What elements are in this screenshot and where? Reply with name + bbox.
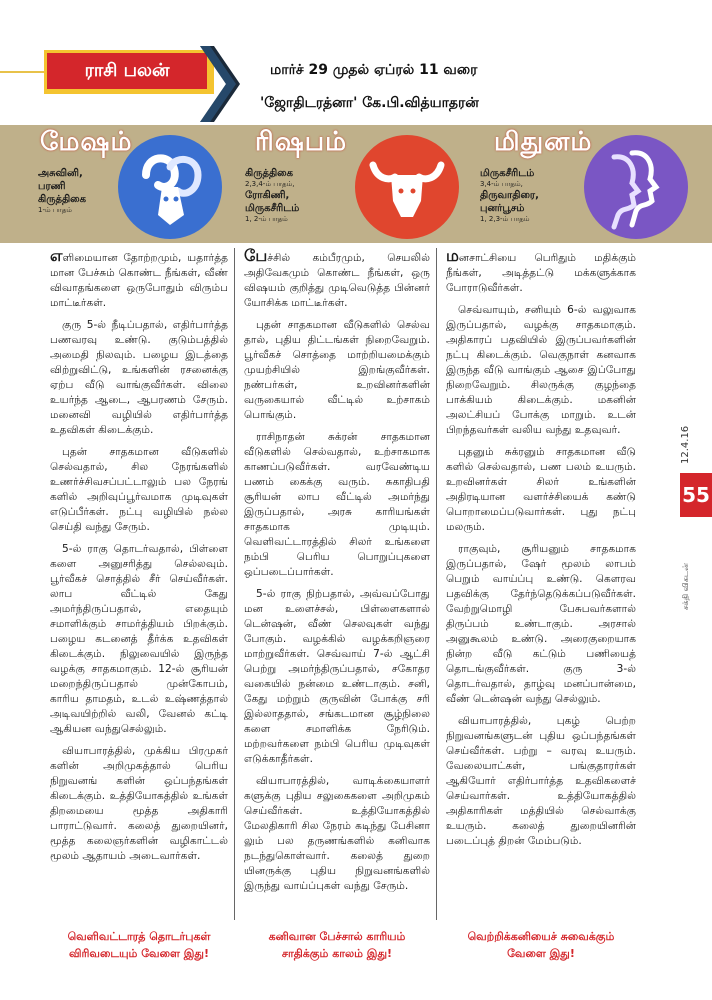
star-note: 1, 2,3-ம் பாதம்: [480, 215, 530, 223]
paragraph: எளிமையான தோற்றமும், யதார்த்த மான பேச்சும் கொண்ட நீங்கள், வீண் விவாதங்களை ஒருபோதும் விரும்ப மாட்டீர்கள்.: [50, 246, 228, 309]
page-number: 55: [680, 473, 712, 517]
paragraph: 5-ல் ராகு தொடர்வதால், பிள்ளை களை அனுசரித்து செல்லவும். பூர்வீகச் சொத்தில் சீர் செய்வீர்கள். லாப வீட்டில் கேது அமர்ந்திருப்பதால், எதையும் சமாளிக்கும் சாமர்த்தியம் பிறக்கும். பழைய கடனைத் தீர்க்க உதவிகள் கிடைக்கும். நிலுவையில் இருந்த வழக்கு சாதகமாகும். 12-ல் சூரியன் மறைந்திருப்பதால் முன்கோபம், காரிய தாமதம், உடல் உஷ்ணத்தால் அடிவயிற்றில் வலி, வேனல் கட்டி ஆகியன வந்துசெல்லும்.: [50, 543, 228, 735]
column-rishabam: [244, 248, 430, 901]
tagline-line: வெற்றிக்கனியைச் சுவைக்கும்: [467, 930, 615, 943]
column-mesham: [50, 248, 228, 871]
issue-date: 12.4.16: [680, 425, 691, 465]
tagline-line: வெளிவட்டாரத் தொடர்புகள்: [67, 930, 211, 943]
paragraph: வியாபாரத்தில், முக்கிய பிரமுகர் களின் அறிமுகத்தால் பெரிய நிறுவனங் களின் ஒப்பந்தங்கள் கிடைக்கும். உத்தியோகத்தில் உங்கள் திறமையை மூத்த அதிகாரி பாராட்டுவார். கலைத் துறையினர், மூத்த கலைஞர்களின் வழிகாட்டல் மூலம் ஆதாயம் அடைவார்கள்.: [50, 745, 228, 862]
bull-icon: [355, 135, 459, 239]
star-note: 1, 2-ம் பாதம்: [245, 215, 288, 223]
star-item: புனர்பூசம்: [480, 203, 525, 214]
header-rule: [0, 71, 44, 73]
paragraph: ராகுவும், சூரியனும் சாதகமாக இருப்பதால், ஷேர் மூலம் லாபம் பெறும் வாய்ப்பு உண்டு. கௌரவ பதவிக்கு தேர்ந்தெடுக்கப்படுவீர்கள். வேற்றுமொழி பேசுபவர்களால் திருப்பம் உண்டாகும். அரசால் அனுகூலம் உண்டு. அரைகுறையாக நின்ற வீடு கட்டும் பணியைத் தொடங்குவீர்கள். குரு 3-ல் தொடர்வதால், தாழ்வு மனப்பான்மை, வீண் டென்ஷன் வந்து செல்லும்.: [446, 543, 636, 705]
sign-title: ரிஷபம்: [255, 127, 348, 157]
paragraph: குரு 5-ல் நீடிப்பதால், எதிர்பார்த்த பணவரவு உண்டு. குடும்பத்தில் அமைதி நிலவும். பழைய இடத்தை விற்றுவிட்டு, உங்களின் ரசனைக்கு ஏற்ப வீடு வாங்குவீர்கள். விலை உயர்ந்த ஆடை, ஆபரணம் சேரும். மனைவி வழியில் எதிர்பார்த்த உதவிகள் கிடைக்கும்.: [50, 319, 228, 436]
paragraph: மனசாட்சியை பெரிதும் மதிக்கும் நீங்கள், அடித்தட்டு மக்களுக்காக போராடுவீர்கள்.: [446, 246, 636, 294]
paragraph: பேச்சில் கம்பீரமும், செயலில் அதிவேகமும் கொண்ட நீங்கள், ஒரு விஷயம் குறித்து முடிவெடுத்த பின்னர் யோசிக்க மாட்டீர்கள்.: [244, 246, 430, 309]
column-mithunam: [446, 248, 636, 856]
paragraph: புதன் சாதகமான வீடுகளில் செல்வ தால், புதிய திட்டங்கள் நிறைவேறும். பூர்வீகச் சொத்தை மாற்றியமைக்கும் முயற்சியில் இறங்குவீர்கள். நண்பர்கள், உறவினர்களின் வருகையால் வீட்டில் உற்சாகம் பொங்கும்.: [244, 319, 430, 421]
tagline-line: வேளை இது!: [507, 947, 575, 960]
star-list: [245, 167, 299, 224]
ram-icon: [118, 135, 222, 239]
tagline-line: விரிவடையும் வேளை இது!: [69, 947, 209, 960]
star-note: 1-ம் பாதம்: [38, 206, 72, 214]
tagline-line: சாதிக்கும் காலம் இது!: [281, 947, 393, 960]
date-range: மார்ச் 29 முதல் ஏப்ரல் 11 வரை: [270, 62, 478, 78]
star-item: பரணி: [38, 181, 66, 192]
paragraph: புதனும் சுக்ரனும் சாதகமான வீடு களில் செல்வதால், பண பலம் உயரும். உறவினர்கள் சிலர் உங்களின் அதிரடியான வளர்ச்சியைக் கண்டு பொறாமைப்படுவார்கள். புது நட்பு மலரும்.: [446, 446, 636, 533]
twins-icon: [584, 135, 688, 239]
tagline-mithunam: [446, 928, 636, 962]
star-note: 2,3,4-ம் பாதம்,: [245, 180, 295, 188]
sign-title: மிதுனம்: [494, 127, 593, 157]
tagline-line: கனிவான பேச்சால் காரியம்: [268, 930, 406, 943]
star-item: மிருகசீரிடம்: [245, 203, 300, 214]
paragraph: வியாபாரத்தில், புகழ் பெற்ற நிறுவனங்களுடன் புதிய ஒப்பந்தங்கள் செய்வீர்கள். பற்று – வரவு உயரும். வேலையாட்கள், பங்குதாரர்கள் ஆகியோர் எதிர்பார்த்த உதவிகளைச் செய்வார்கள். உத்தியோகத்தில் அதிகாரிகள் மத்தியில் செல்வாக்கு உயரும். கலைத் துறையினரின் படைப்புத் திறன் மேம்படும்.: [446, 715, 636, 847]
sign-card-mesham: [0, 125, 235, 243]
star-item: திருவாதிரை,: [480, 190, 539, 201]
star-item: கிருத்திகை: [245, 168, 294, 179]
paragraph: ராசிநாதன் சுக்ரன் சாதகமான வீடுகளில் செல்வதால், உற்சாகமாக காணப்படுவீர்கள். வரவேண்டிய பணம் கைக்கு வரும். சுகாதிபதி சூரியன் லாப வீட்டில் அமர்ந்து இருப்பதால், அரசு காரியங்கள் சாதகமாக முடியும். வெளிவட்டாரத்தில் சிலர் உங்களை நம்பி பெரிய பொறுப்புகளை ஒப்படைப்பார்கள்.: [244, 431, 430, 578]
author-name: 'ஜோதிடரத்னா' கே.பி.வித்யாதரன்: [260, 95, 479, 111]
star-item: மிருகசீரிடம்: [480, 168, 535, 179]
section-tag: [44, 50, 214, 94]
sign-card-rishabam: [237, 125, 472, 243]
magazine-name: சக்தி விகடன்: [681, 563, 690, 610]
tagline-mesham: [50, 928, 228, 962]
star-item: ரோகிணி,: [245, 190, 290, 201]
column-divider: [234, 248, 235, 920]
section-label: ராசி பலன்: [47, 53, 207, 89]
star-note: 3,4-ம் பாதம்,: [480, 180, 523, 188]
paragraph: செவ்வாயும், சனியும் 6-ல் வலுவாக இருப்பதால், வழக்கு சாதகமாகும். அதிகாரப் பதவியில் இருப்பவர்களின் நட்பு கிடைக்கும். வெகுநாள் கனவாக இருந்த வீடு வாங்கும் ஆசை இப்போது நிறைவேறும். சிலருக்கு குழந்தை பாக்கியம் கிடைக்கும். மகனின் அலட்சியப் போக்கு மாறும். உடன் பிறந்தவர்கள் வலிய வந்து உதவுவர்.: [446, 304, 636, 436]
page-header: [0, 40, 712, 120]
star-item: கிருத்திகை: [38, 194, 87, 205]
sign-card-mithunam: [474, 125, 709, 243]
chevron-icon: [200, 46, 240, 122]
star-list: [38, 167, 86, 215]
star-list: [480, 167, 539, 224]
sign-title: மேஷம்: [40, 127, 133, 157]
tagline-rishabam: [244, 928, 430, 962]
column-divider: [436, 248, 437, 920]
paragraph: 5-ல் ராகு நிற்பதால், அவ்வப்போது மன உளைச்சல், பிள்ளைகளால் டென்ஷன், வீண் செலவுகள் வந்து போகும். வழக்கில் வழக்கறிஞரை மாற்றுவீர்கள். செவ்வாய் 7-ல் ஆட்சி பெற்று அமர்ந்திருப்பதால், சகோதர வகையில் நன்மை உண்டாகும். சனி, கேது மற்றும் குருவின் போக்கு சரி இல்லாததால், சங்கடமான சூழ்நிலை களை சமாளிக்க நேரிடும். மற்றவர்களை நம்பி பெரிய முடிவுகள் எடுக்காதீர்கள்.: [244, 588, 430, 765]
star-item: அசுவினி,: [38, 168, 83, 179]
paragraph: புதன் சாதகமான வீடுகளில் செல்வதால், சில நேரங்களில் உணர்ச்சிவசப்பட்டாலும் பல நேரங் களில் அறிவுப்பூர்வமாக முடிவுகள் எடுப்பீர்கள். நட்பு வழியில் நல்ல செய்தி வந்து சேரும்.: [50, 446, 228, 533]
paragraph: வியாபாரத்தில், வாடிக்கையாளர் களுக்கு புதிய சலுகைகளை அறிமுகம் செய்வீர்கள். உத்தியோகத்தில் மேலதிகாரி சில நேரம் கடிந்து பேசினா லும் பல தருணங்களில் கனிவாக நடந்துகொள்வார். கலைத் துறை யினருக்கு புதிய நிறுவனங்களில் இருந்து வாய்ப்புகள் வந்து சேரும்.: [244, 775, 430, 892]
